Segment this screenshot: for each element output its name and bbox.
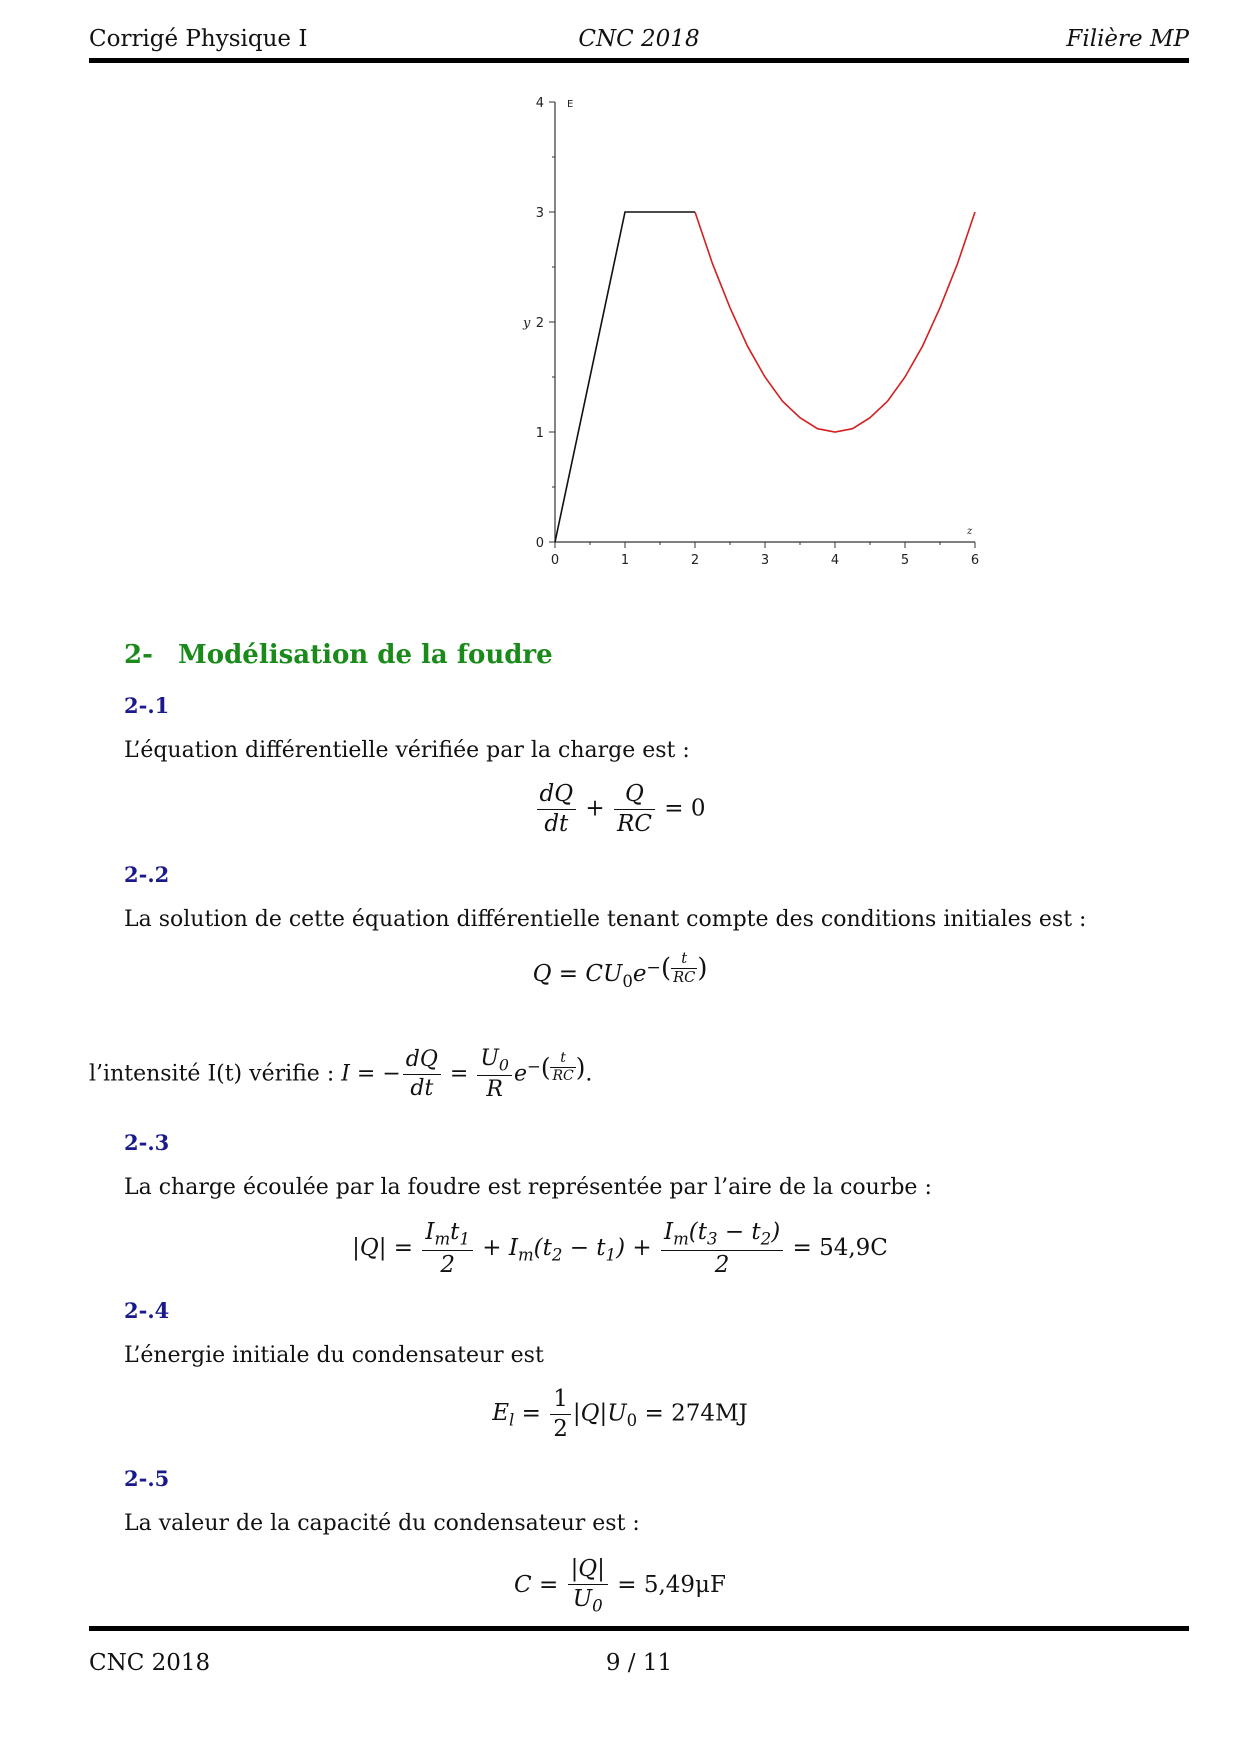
y-tick-label: 3 xyxy=(535,206,544,221)
equation-intensity: l’intensité I(t) vérifie : I = − $\frac{dQ}{dt}$ = $\frac{U_0}{R}$ $e^{-( \frac{t}{RC} )}$. xyxy=(89,1046,593,1103)
subsection-2-2-label: 2-.2 xyxy=(124,862,170,887)
x-tick-label: 6 xyxy=(970,553,980,568)
subsection-2-1-text: L’équation différentielle vérifiée par la charge est : xyxy=(124,738,690,763)
x-tick-label: 4 xyxy=(830,553,840,568)
y-tick-label: 2 xyxy=(535,316,544,331)
subsection-2-3-text: La charge écoulée par la foudre est représentée par l’aire de la courbe : xyxy=(124,1175,932,1200)
y-tick-label: 4 xyxy=(535,96,544,111)
subsection-2-5-text: La valeur de la capacité du condensateur est : xyxy=(124,1511,640,1536)
equation-charge-solution: $Q = CU_0e^{-( \frac{t}{RC} )}$ xyxy=(532,950,708,991)
subsection-2-2-text: La solution de cette équation différentielle tenant compte des conditions initiales est : xyxy=(124,907,1087,932)
section-title: Modélisation de la foudre xyxy=(178,640,553,670)
y-tick-label: 0 xyxy=(535,536,544,551)
e-label: E xyxy=(567,99,574,110)
subsection-2-4-label: 2-.4 xyxy=(124,1298,170,1323)
section-heading xyxy=(124,640,553,670)
subsection-2-1-label: 2-.1 xyxy=(124,693,170,718)
capacitance-result: = 5,49μF xyxy=(617,1572,726,1599)
equation-total-charge: |Q| = $\frac{I_mt_1}{2}$ + $I_m(t_2 - t_1)$ + $\frac{I_m(t_3 - t_2)}{2}$ = 54,9C xyxy=(352,1219,888,1279)
subsection-2-4-text: L’énergie initiale du condensateur est xyxy=(124,1343,544,1368)
footer-rule xyxy=(89,1626,1189,1631)
series-line-parabola xyxy=(695,212,975,432)
x-tick-label: 3 xyxy=(760,553,770,568)
equation-energy: $E_l$ = $\frac{1}{2}$ $|Q|U_0 = 274MJ$ xyxy=(492,1386,748,1442)
equation-differential: $\frac{dQ}{dt}$ + $\frac{Q}{RC}$ = 0 xyxy=(0,780,1240,839)
x-tick-label: 0 xyxy=(550,553,560,568)
footer-left: CNC 2018 xyxy=(89,1650,211,1676)
header-left: Corrigé Physique I xyxy=(89,26,308,52)
subsection-2-3-label: 2-.3 xyxy=(124,1130,170,1155)
header-center: CNC 2018 xyxy=(578,26,700,52)
energy-chart xyxy=(500,92,1000,582)
x-axis-label: z xyxy=(967,526,973,537)
x-tick-label: 1 xyxy=(620,553,630,568)
total-charge-result: = 54,9C xyxy=(792,1235,888,1262)
header-rule xyxy=(89,58,1189,63)
energy-result: = 274MJ xyxy=(644,1400,748,1427)
page-number: 9 / 11 xyxy=(605,1650,673,1676)
section-number: 2- xyxy=(124,640,153,670)
x-tick-label: 2 xyxy=(690,553,700,568)
header-right: Filière MP xyxy=(1066,26,1189,52)
x-tick-label: 5 xyxy=(900,553,910,568)
equation-capacitance: C = $\frac{|Q|}{U_0}$ = 5,49μF xyxy=(514,1556,726,1616)
page-header xyxy=(89,26,1189,56)
y-tick-label: 1 xyxy=(535,426,544,441)
series-line-linear xyxy=(555,212,695,542)
intensity-prefix: l’intensité I(t) vérifie : xyxy=(89,1061,335,1087)
subsection-2-5-label: 2-.5 xyxy=(124,1466,170,1491)
y-axis-label: y xyxy=(523,316,531,331)
